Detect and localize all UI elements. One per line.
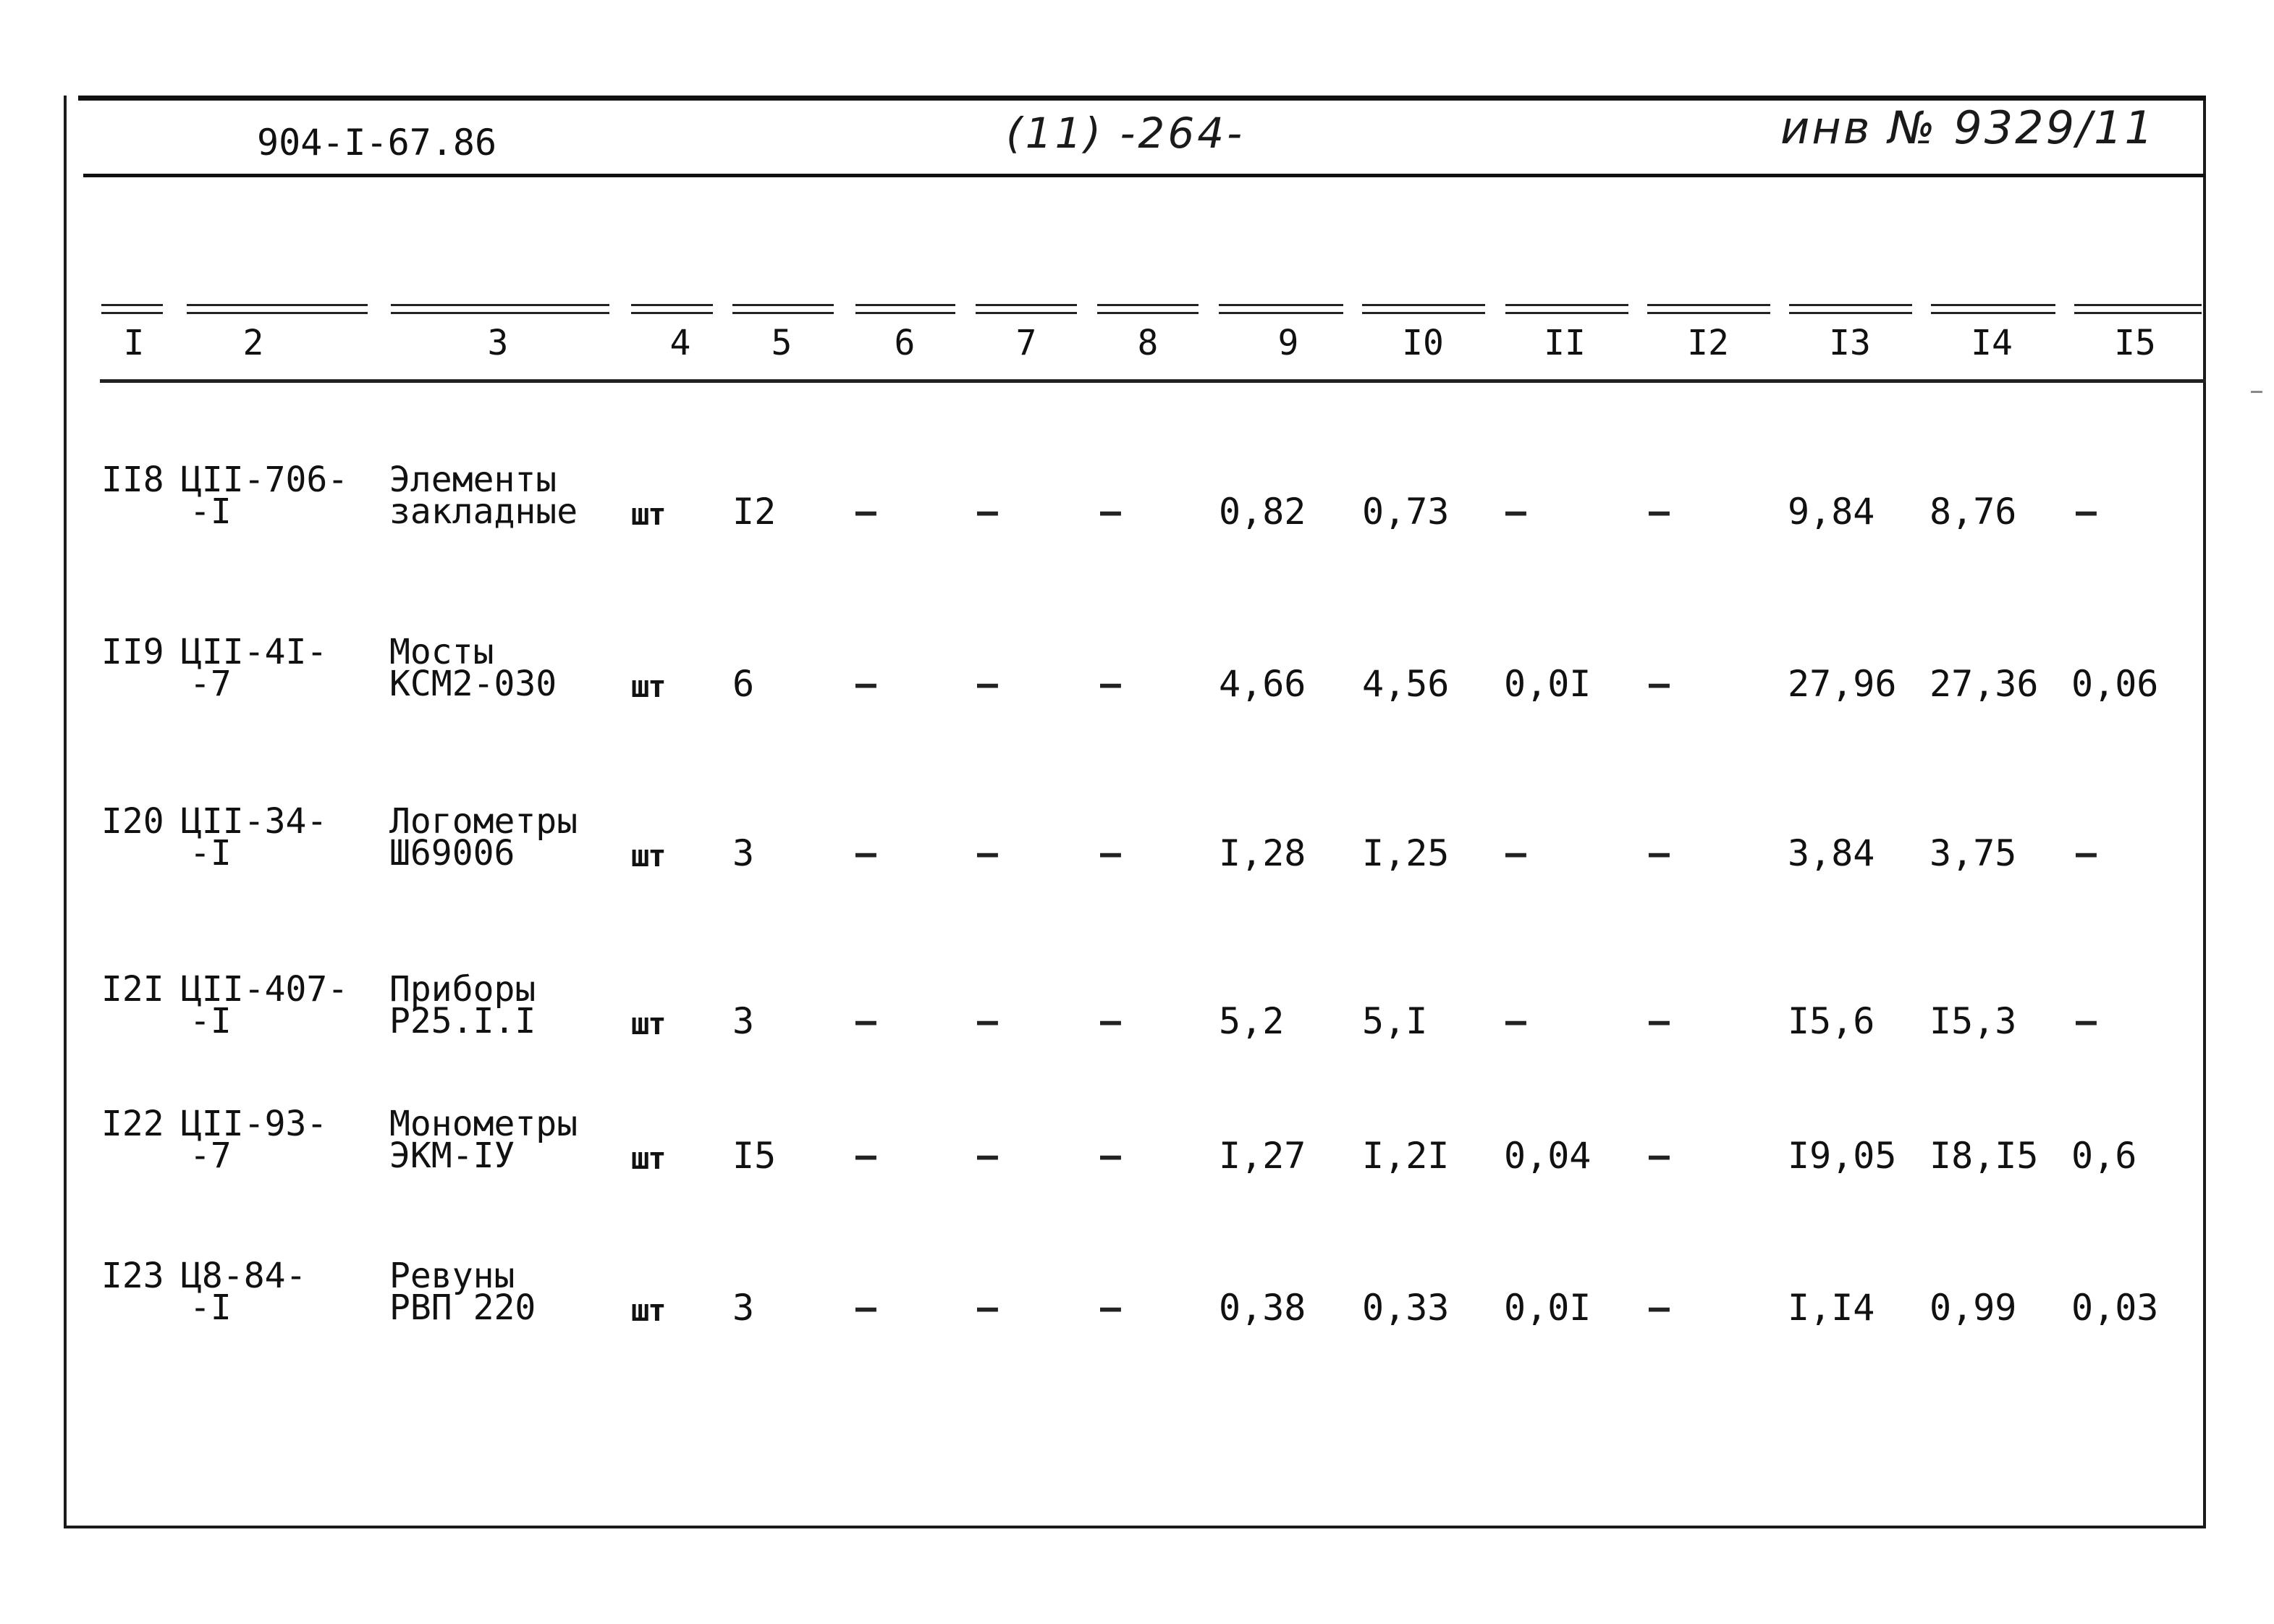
column-header-rule [1647, 304, 1770, 314]
value-c13: I9,05 [1788, 1135, 1897, 1177]
item-name: закладные [389, 491, 578, 532]
item-name: ЭКМ-IУ [389, 1135, 515, 1176]
quantity: 3 [732, 1000, 755, 1042]
value-c11: 0,0I [1504, 1287, 1592, 1329]
empty-value: – [2076, 833, 2097, 874]
value-c13: 3,84 [1788, 832, 1875, 874]
empty-value: – [977, 664, 998, 704]
value-c10: 5,I [1362, 1000, 1428, 1042]
value-c11: 0,04 [1504, 1135, 1592, 1177]
unit: шт [631, 1006, 665, 1041]
column-number: 6 [894, 323, 916, 363]
column-number-bottom-rule [100, 379, 2206, 383]
empty-value: – [855, 1287, 876, 1328]
empty-value: – [977, 491, 998, 532]
column-header-rule [2074, 304, 2202, 314]
empty-value: – [977, 1135, 998, 1176]
unit: шт [631, 1293, 665, 1328]
item-code: ЦII-407- [181, 969, 349, 1010]
empty-value: – [1100, 1001, 1121, 1041]
sheet-top-border [78, 96, 2206, 101]
value-c15: 0,6 [2071, 1135, 2137, 1177]
empty-value: – [1649, 491, 1670, 532]
column-number: II [1544, 323, 1586, 363]
column-number-row [0, 304, 2274, 380]
column-header-rule [631, 304, 713, 314]
position-number: I23 [101, 1256, 164, 1296]
column-number: I [123, 323, 145, 363]
item-code: -I [190, 833, 232, 874]
empty-value: – [855, 491, 876, 532]
position-number: I20 [101, 801, 164, 842]
page-number: (11) -264- [1006, 109, 1246, 158]
empty-value: – [1649, 1001, 1670, 1041]
quantity: I2 [732, 491, 777, 533]
empty-value: – [977, 1001, 998, 1041]
item-name: Р25.I.I [389, 1001, 536, 1041]
value-c10: 4,56 [1362, 663, 1450, 705]
item-name: КСМ2-030 [389, 664, 557, 704]
quantity: I5 [732, 1135, 777, 1177]
quantity: 6 [732, 663, 755, 705]
value-c9: 0,82 [1219, 491, 1306, 533]
document-code: 904-I-67.86 [257, 122, 497, 164]
column-header-rule [976, 304, 1077, 314]
empty-value: – [1505, 491, 1526, 532]
empty-value: – [1100, 1287, 1121, 1328]
column-number: 5 [771, 323, 792, 363]
value-c13: I5,6 [1788, 1000, 1875, 1042]
column-header-rule [855, 304, 955, 314]
empty-value: – [1649, 833, 1670, 874]
column-header-rule [1362, 304, 1485, 314]
item-name: Мосты [389, 632, 494, 672]
column-number: 2 [242, 323, 264, 363]
quantity: 3 [732, 832, 755, 874]
item-name: Ш69006 [389, 833, 515, 874]
column-header-rule [732, 304, 834, 314]
value-c15: 0,06 [2071, 663, 2159, 705]
column-header-rule [1219, 304, 1343, 314]
column-number: 3 [487, 323, 509, 363]
column-header-rule [101, 304, 163, 314]
value-c9: 0,38 [1219, 1287, 1306, 1329]
empty-value: – [1100, 491, 1121, 532]
column-header-rule [1505, 304, 1628, 314]
value-c14: 27,36 [1929, 663, 2039, 705]
value-c14: I5,3 [1929, 1000, 2017, 1042]
item-code: -I [190, 1287, 232, 1328]
item-name: Элементы [389, 460, 557, 500]
value-c13: 9,84 [1788, 491, 1875, 533]
position-number: II9 [101, 632, 164, 672]
column-number: I4 [1971, 323, 2013, 363]
value-c10: I,25 [1362, 832, 1450, 874]
empty-value: – [855, 1001, 876, 1041]
item-code: -I [190, 1001, 232, 1041]
empty-value: – [1505, 833, 1526, 874]
empty-value: – [1505, 1001, 1526, 1041]
value-c13: 27,96 [1788, 663, 1897, 705]
empty-value: – [1100, 1135, 1121, 1176]
empty-value: – [855, 1135, 876, 1176]
empty-value: – [1100, 833, 1121, 874]
item-code: ЦII-93- [181, 1104, 328, 1144]
unit: шт [631, 496, 665, 532]
column-header-rule [1097, 304, 1199, 314]
item-name: Приборы [389, 969, 536, 1010]
column-header-rule [1789, 304, 1912, 314]
empty-value: – [1649, 1135, 1670, 1176]
empty-value: – [855, 664, 876, 704]
column-number: I5 [2114, 323, 2156, 363]
position-number: II8 [101, 460, 164, 500]
value-c15: 0,03 [2071, 1287, 2159, 1329]
item-code: Ц8-84- [181, 1256, 307, 1296]
value-c11: 0,0I [1504, 663, 1592, 705]
column-number: I2 [1687, 323, 1729, 363]
empty-value: – [1649, 664, 1670, 704]
empty-value: – [2076, 1001, 2097, 1041]
value-c9: 4,66 [1219, 663, 1306, 705]
column-header-rule [391, 304, 609, 314]
item-name: РВП 220 [389, 1287, 536, 1328]
item-name: Логометры [389, 801, 578, 842]
column-number: 7 [1015, 323, 1037, 363]
column-header-rule [187, 304, 368, 314]
empty-value: – [977, 833, 998, 874]
value-c13: I,I4 [1788, 1287, 1875, 1329]
value-c9: I,27 [1219, 1135, 1306, 1177]
value-c14: 8,76 [1929, 491, 2017, 533]
value-c14: 3,75 [1929, 832, 2017, 874]
empty-value: – [1100, 664, 1121, 704]
unit: шт [631, 669, 665, 704]
column-number: I3 [1829, 323, 1871, 363]
column-header-rule [1931, 304, 2055, 314]
edge-mark [2251, 391, 2262, 393]
item-code: -7 [190, 1135, 232, 1176]
empty-value: – [1649, 1287, 1670, 1328]
item-code: -I [190, 491, 232, 532]
value-c14: I8,I5 [1929, 1135, 2039, 1177]
empty-value: – [2076, 491, 2097, 532]
column-number: 8 [1137, 323, 1159, 363]
quantity: 3 [732, 1287, 755, 1329]
position-number: I22 [101, 1104, 164, 1144]
value-c9: 5,2 [1219, 1000, 1285, 1042]
value-c10: 0,33 [1362, 1287, 1450, 1329]
column-number: 9 [1277, 323, 1299, 363]
unit: шт [631, 838, 665, 874]
item-code: ЦII-706- [181, 460, 349, 500]
value-c10: 0,73 [1362, 491, 1450, 533]
item-name: Ревуны [389, 1256, 515, 1296]
column-number: 4 [669, 323, 691, 363]
value-c14: 0,99 [1929, 1287, 2017, 1329]
item-code: ЦII-4I- [181, 632, 328, 672]
item-code: -7 [190, 664, 232, 704]
position-number: I2I [101, 969, 164, 1010]
value-c9: I,28 [1219, 832, 1306, 874]
unit: шт [631, 1141, 665, 1176]
item-code: ЦII-34- [181, 801, 328, 842]
column-number: I0 [1402, 323, 1444, 363]
empty-value: – [855, 833, 876, 874]
value-c10: I,2I [1362, 1135, 1450, 1177]
empty-value: – [977, 1287, 998, 1328]
header-rule [83, 174, 2205, 177]
item-name: Монометры [389, 1104, 578, 1144]
inventory-number: инв № 9329/11 [1780, 101, 2155, 154]
